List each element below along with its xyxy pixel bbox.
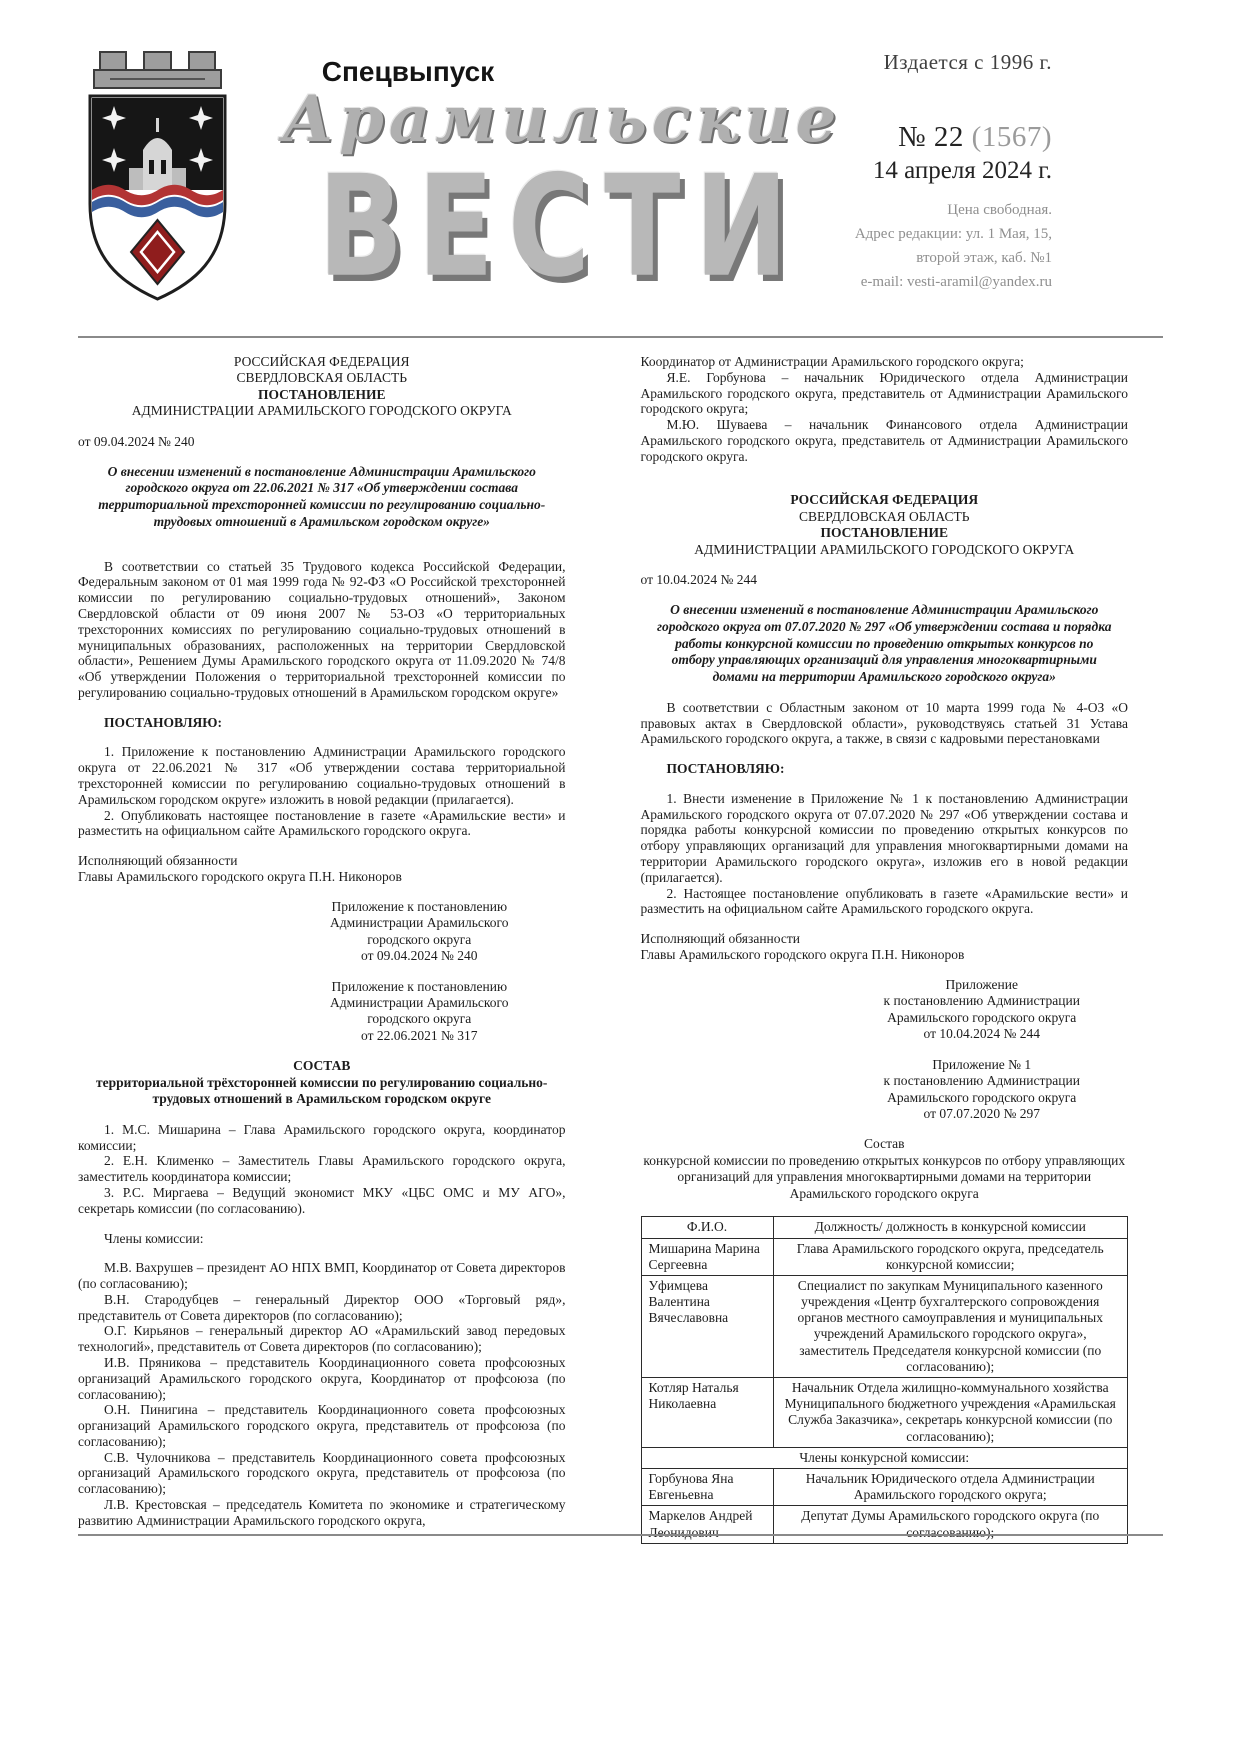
- doc2-signature-role: Исполняющий обязанности: [640, 931, 800, 947]
- table-row: [641, 1275, 1128, 1377]
- doc2-item-2: 2. Настоящее постановление опубликовать в газете «Арамильские вести» и разместить на официальном сайте Арамильского городского округа.: [640, 885, 1128, 917]
- doc2-date: от 10.04.2024 № 244: [640, 572, 757, 588]
- doc1-preamble: В соответствии со статьей 35 Трудового кодекса Российской Федерации, Федеральным законом от 01 мая 1999 года № 92-ФЗ «О Российской трехсторонней комиссии по регулированию социально-трудовых отношений», Законом Свердловской области от 09 июня 2007 № 53-ОЗ «О территориальных трехсторонних комиссиях по регулированию социально-трудовых отношений в муниципальных образованиях, расположенных на территории Свердловской области», Решением Думы Арамильского городского округа от 11.09.2020 № 74/8 «Об утверждении Положения о территориальной трехсторонней комиссии по регулированию социально-трудовых отношений в Арамильском городском округе»: [78, 558, 566, 700]
- table-row: [641, 1378, 1128, 1448]
- doc1-signature-name: Главы Арамильского городского округа П.Н. Никоноров: [78, 868, 402, 884]
- member-role: Специалист по закупкам Муниципального казенного учреждения «Центр бухгалтерского сопровождения органов местного самоуправления и муниципальных учреждений Арамильского городского округа», заместитель Председателя конкурсной комиссии (по согласованию);: [773, 1275, 1128, 1377]
- member-role: Начальник Отдела жилищно-коммунального хозяйства Муниципального бюджетного учреждения «Арамильская Служба Заказчика», секретарь конкурсной комиссии (по согласованию);: [773, 1378, 1128, 1448]
- published-since: Издается с 1996 г.: [883, 50, 1052, 74]
- member-name: Котляр Наталья Николаевна: [641, 1378, 773, 1448]
- email: e-mail: vesti-aramil@yandex.ru: [860, 274, 1052, 290]
- masthead: [78, 0, 1128, 332]
- commission-member: 2. Е.Н. Клименко – Заместитель Главы Арамильского городского округа, заместитель координатора комиссии;: [78, 1153, 566, 1185]
- commission-member: И.В. Пряникова – представитель Координационного совета профсоюзных организаций Арамильского городского округа, Координатор от профсоюза (по согласованию);: [78, 1354, 566, 1402]
- doc1-resolve-label: ПОСТАНОВЛЯЮ:: [104, 714, 222, 730]
- annex-line: городского округа: [367, 931, 472, 947]
- doc1-title: О внесении изменений в постановление Администрации Арамильского городского округа от 22.06.2021 № 317 «Об утверждении состава территориальной трехсторонней комиссии по регулированию социально-трудовых отношений в Арамильском городском округе»: [98, 463, 546, 529]
- commission-member: О.Г. Кирьянов – генеральный директор АО «Арамильский завод передовых технологий», представитель от Совета директоров (по согласованию);: [78, 1323, 566, 1355]
- doc1-date: от 09.04.2024 № 240: [78, 433, 195, 449]
- commission-member: М.Ю. Шуваева – начальник Финансового отдела Администрации Арамильского городского округа, представитель от Администрации Арамильского городского округа.: [640, 417, 1128, 464]
- member-name: Мишарина Марина Сергеевна: [641, 1238, 773, 1275]
- annex-line: к постановлению Администрации: [883, 1073, 1080, 1089]
- member-role: Глава Арамильского городского округа, председатель конкурсной комиссии;: [773, 1238, 1128, 1275]
- doc1-sostav-subtitle: территориальной трёхсторонней комиссии по регулированию социально-трудовых отношений в Арамильском городском округе: [96, 1074, 548, 1107]
- doc1-country: РОССИЙСКАЯ ФЕДЕРАЦИЯ: [233, 354, 410, 369]
- annex-line: Приложение: [945, 976, 1018, 992]
- right-column: [641, 354, 1129, 1544]
- member-role: Начальник Юридического отдела Администрации Арамильского городского округа;: [773, 1468, 1128, 1505]
- commission-member: 1. М.С. Мишарина – Глава Арамильского городского округа, координатор комиссии;: [78, 1121, 566, 1153]
- doc2-sostav-subtitle: конкурсной комиссии по проведению открытых конкурсов по отбору управляющих организаций для управления многоквартирными домами на территории Арамильского городского округа: [643, 1152, 1126, 1201]
- doc1-item-2: 2. Опубликовать настоящее постановление в газете «Арамильские вести» и разместить на официальном сайте Арамильского городского округа.: [78, 807, 566, 839]
- doc1-region: СВЕРДЛОВСКАЯ ОБЛАСТЬ: [236, 370, 407, 386]
- commission-member: Я.Е. Горбунова – начальник Юридического отдела Администрации Арамильского городского округа, представитель от Администрации Арамильского городского округа;: [640, 369, 1128, 417]
- doc2-region: СВЕРДЛОВСКАЯ ОБЛАСТЬ: [799, 508, 970, 524]
- table-row: [641, 1468, 1128, 1505]
- commission-member: С.В. Чулочникова – представитель Координационного совета профсоюзных организаций Арамильского городского округа, представитель от профсоюза (по согласованию);: [78, 1449, 566, 1497]
- doc2-preamble: В соответствии с Областным законом от 10 марта 1999 года № 4-ОЗ «О правовых актах в Свердловской области», руководствуясь статьей 31 Устава Арамильского городского округа, а также, в связи с кадровыми перестановками: [640, 699, 1128, 747]
- members-section-label: Члены конкурсной комиссии:: [641, 1447, 1128, 1468]
- coat-of-arms-icon: [80, 44, 235, 306]
- masthead-info: [855, 50, 1052, 294]
- doc2-sostav-title: Состав: [863, 1136, 905, 1152]
- member-role: Депутат Думы Арамильского городского округа (по согласованию);: [773, 1506, 1128, 1543]
- table-header-role: Должность/ должность в конкурсной комиссии: [773, 1217, 1128, 1238]
- annex-line: городского округа: [367, 1011, 472, 1027]
- doc2-resolve-label: ПОСТАНОВЛЯЮ:: [666, 761, 785, 777]
- members-label: Члены комиссии:: [104, 1230, 204, 1246]
- issue-total: (1567): [971, 121, 1052, 153]
- doc2-signature-name: Главы Арамильского городского округа П.Н. Никоноров: [640, 946, 965, 962]
- masthead-title-word2: ВЕСТИ: [318, 146, 803, 309]
- header-divider: [78, 336, 1163, 338]
- member-name: Горбунова Яна Евгеньевна: [641, 1468, 773, 1505]
- annex-line: Приложение № 1: [932, 1056, 1032, 1072]
- commission-member: М.В. Вахрушев – президент АО НПХ ВМП, Координатор от Совета директоров (по согласованию);: [78, 1260, 566, 1292]
- doc1-sostav-title: СОСТАВ: [293, 1058, 351, 1074]
- commission-member: Л.В. Крестовская – председатель Комитета по экономике и стратегическому развитию Администрации Арамильского городского округа,: [78, 1497, 566, 1528]
- commission-member: О.Н. Пинигина – представитель Координационного совета профсоюзных организаций Арамильского городского округа, представитель от профсоюза (по согласованию);: [78, 1402, 566, 1449]
- doc2-authority: АДМИНИСТРАЦИИ АРАМИЛЬСКОГО ГОРОДСКОГО ОКРУГА: [694, 541, 1075, 557]
- edition-meta: [855, 198, 1052, 294]
- special-issue-label: Спецвыпуск: [321, 56, 495, 87]
- footer-divider: [78, 1534, 1163, 1536]
- member-name: Маркелов Андрей Леонидович: [641, 1506, 773, 1543]
- doc2-doctype: ПОСТАНОВЛЕНИЕ: [820, 525, 949, 541]
- issue-date: 14 апреля 2024 г.: [872, 157, 1052, 184]
- table-row: [641, 1506, 1128, 1543]
- annex-line: Арамильского городского округа: [887, 1009, 1077, 1025]
- doc1-signature-role: Исполняющий обязанности: [78, 853, 238, 869]
- masthead-title-word1: Арамильские: [282, 82, 842, 157]
- commission-member-continuation: Координатор от Администрации Арамильского городского округа;: [640, 354, 1024, 369]
- address-line-1: Адрес редакции: ул. 1 Мая, 15,: [854, 226, 1052, 242]
- doc2-title: О внесении изменений в постановление Администрации Арамильского городского округа от 07.07.2020 № 297 «Об утверждении состава и порядка работы конкурсной комиссии по проведению открытых конкурсов по отбору управляющих организаций для управления многоквартирными домами на территории Арамильского городского округа»: [657, 602, 1112, 685]
- table-header-name: Ф.И.О.: [641, 1217, 773, 1238]
- table-header-row: [641, 1217, 1128, 1238]
- annex-line: Администрации Арамильского: [330, 995, 509, 1010]
- doc1-item-1: 1. Приложение к постановлению Администрации Арамильского городского округа от 22.06.2021 № 317 «Об утверждении состава территориальной трехсторонней комиссии по регулированию социально-трудовых отношений в Арамильском городском округе» изложить в новой редакции (прилагается).: [78, 744, 566, 807]
- doc2-country: РОССИЙСКАЯ ФЕДЕРАЦИЯ: [790, 492, 979, 508]
- table-section-row: [641, 1447, 1128, 1468]
- doc2-annex-ref-1: [836, 977, 1129, 1043]
- annex-line: Администрации Арамильского: [330, 915, 509, 931]
- content-columns: [78, 354, 1128, 1544]
- annex-line: от 10.04.2024 № 244: [923, 1026, 1040, 1042]
- left-column: [78, 354, 566, 1544]
- annex-line: от 09.04.2024 № 240: [361, 948, 478, 964]
- address-line-2: второй этаж, каб. №1: [916, 250, 1052, 266]
- issue-number: [855, 121, 1052, 154]
- commission-table: [641, 1216, 1129, 1543]
- doc1-doctype: ПОСТАНОВЛЕНИЕ: [257, 386, 386, 402]
- doc1-annex-ref-2: [273, 979, 566, 1045]
- doc2-item-1: 1. Внести изменение в Приложение № 1 к постановлению Администрации Арамильского городского округа от 07.07.2020 № 297 «Об утверждении состава и порядка работы конкурсной комиссии по проведению открытых конкурсов по отбору управляющих организаций для управления многоквартирными домами на территории Арамильского городского округа», изложив его в новой редакции (прилагается).: [640, 790, 1128, 885]
- issue-no: № 22: [898, 121, 964, 153]
- annex-line: от 07.07.2020 № 297: [923, 1106, 1040, 1122]
- commission-member: В.Н. Стародубцев – генеральный Директор ООО «Торговый ряд», представитель от Совета директоров (по согласованию);: [78, 1291, 566, 1323]
- doc1-authority: АДМИНИСТРАЦИИ АРАМИЛЬСКОГО ГОРОДСКОГО ОКРУГА: [131, 403, 512, 419]
- table-row: [641, 1238, 1128, 1275]
- annex-line: Арамильского городского округа: [887, 1089, 1077, 1105]
- member-name: Уфимцева Валентина Вячеславовна: [641, 1275, 773, 1377]
- annex-line: от 22.06.2021 № 317: [361, 1027, 478, 1043]
- annex-line: к постановлению Администрации: [883, 993, 1080, 1009]
- annex-line: Приложение к постановлению: [331, 978, 508, 994]
- commission-member: 3. Р.С. Миргаева – Ведущий экономист МКУ «ЦБС ОМС и МУ АГО», секретарь комиссии (по согласованию).: [78, 1184, 566, 1216]
- doc1-annex-ref-1: [273, 899, 566, 965]
- annex-line: Приложение к постановлению: [331, 898, 508, 914]
- doc2-annex-ref-2: [836, 1057, 1129, 1123]
- price-note: Цена свободная.: [947, 202, 1052, 218]
